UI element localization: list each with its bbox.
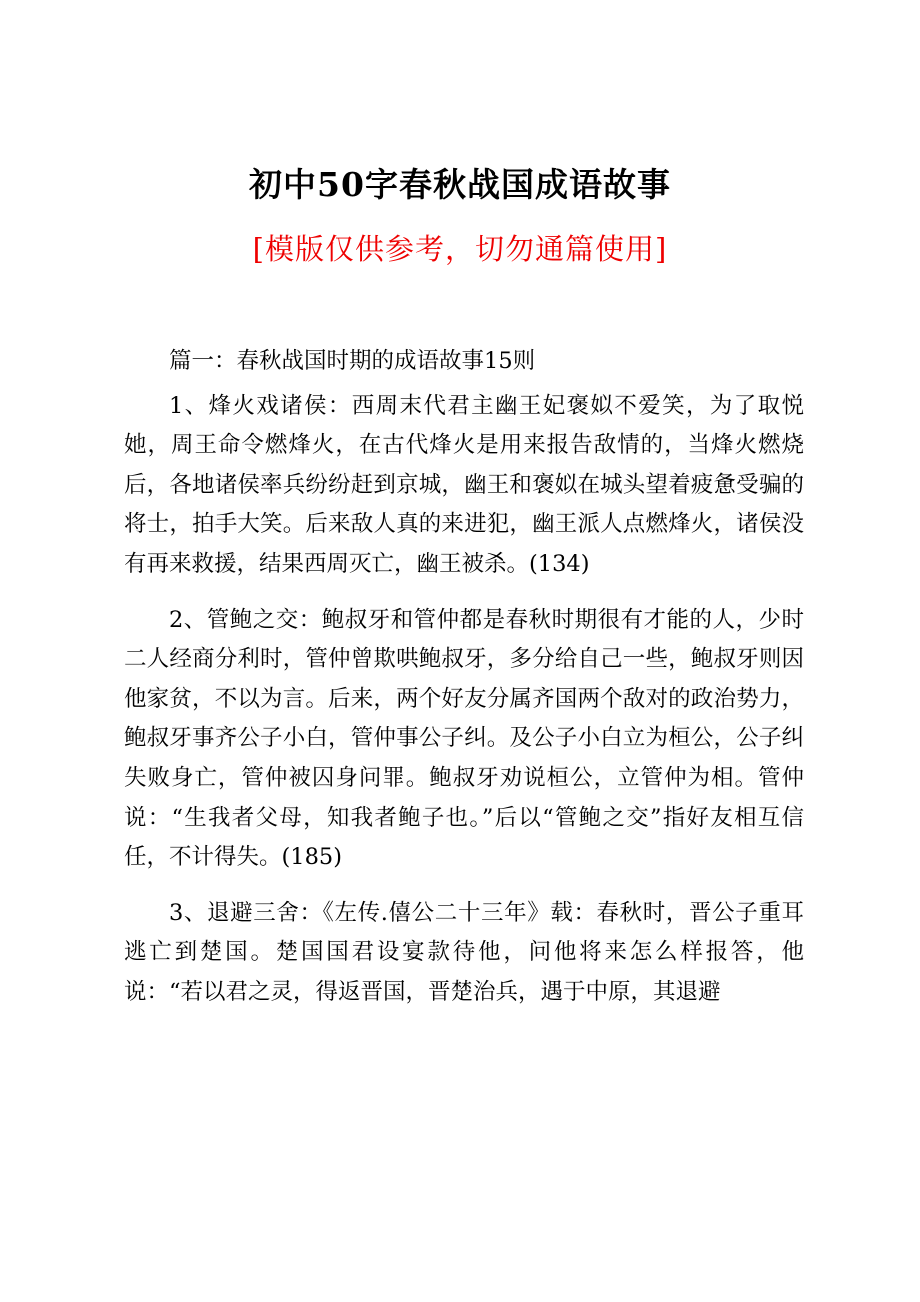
document-body	[124, 342, 804, 1029]
document-title: 初中50字春秋战国成语故事	[249, 165, 671, 204]
story-paragraph-3: 3、退避三舍：《左传.僖公二十三年》载：春秋时，晋公子重耳逃亡到楚国。楚国国君设宴款待他，问他将来怎么样报答，他说：“若以君之灵，得返晋国，晋楚治兵，遇于中原，其退避	[124, 899, 804, 1005]
template-notice: [模版仅供参考，切勿通篇使用]	[252, 232, 668, 266]
story-paragraph-2: 2、管鲍之交：鲍叔牙和管仲都是春秋时期很有才能的人，少时二人经商分利时，管仲曾欺哄鲍叔牙，多分给自己一些，鲍叔牙则因他家贫，不以为言。后来，两个好友分属齐国两个敌对的政治势力，鲍叔牙事齐公子小白，管仲事公子纠。及公子小白立为桓公，公子纠失败身亡，管仲被囚身问罪。鲍叔牙劝说桓公，立管仲为相。管仲说：“生我者父母，知我者鲍子也。”后以“管鲍之交”指好友相互信任，不计得失。(185)	[124, 606, 804, 871]
section-heading: 篇一：春秋战国时期的成语故事15则	[169, 348, 536, 374]
story-paragraph-1: 1、烽火戏诸侯：西周末代君主幽王妃褒姒不爱笑，为了取悦她，周王命令燃烽火，在古代烽火是用来报告敌情的，当烽火燃烧后，各地诸侯率兵纷纷赶到京城，幽王和褒姒在城头望着疲惫受骗的将士，拍手大笑。后来敌人真的来进犯，幽王派人点燃烽火，诸侯没有再来救援，结果西周灭亡，幽王被杀。(134)	[124, 392, 804, 577]
